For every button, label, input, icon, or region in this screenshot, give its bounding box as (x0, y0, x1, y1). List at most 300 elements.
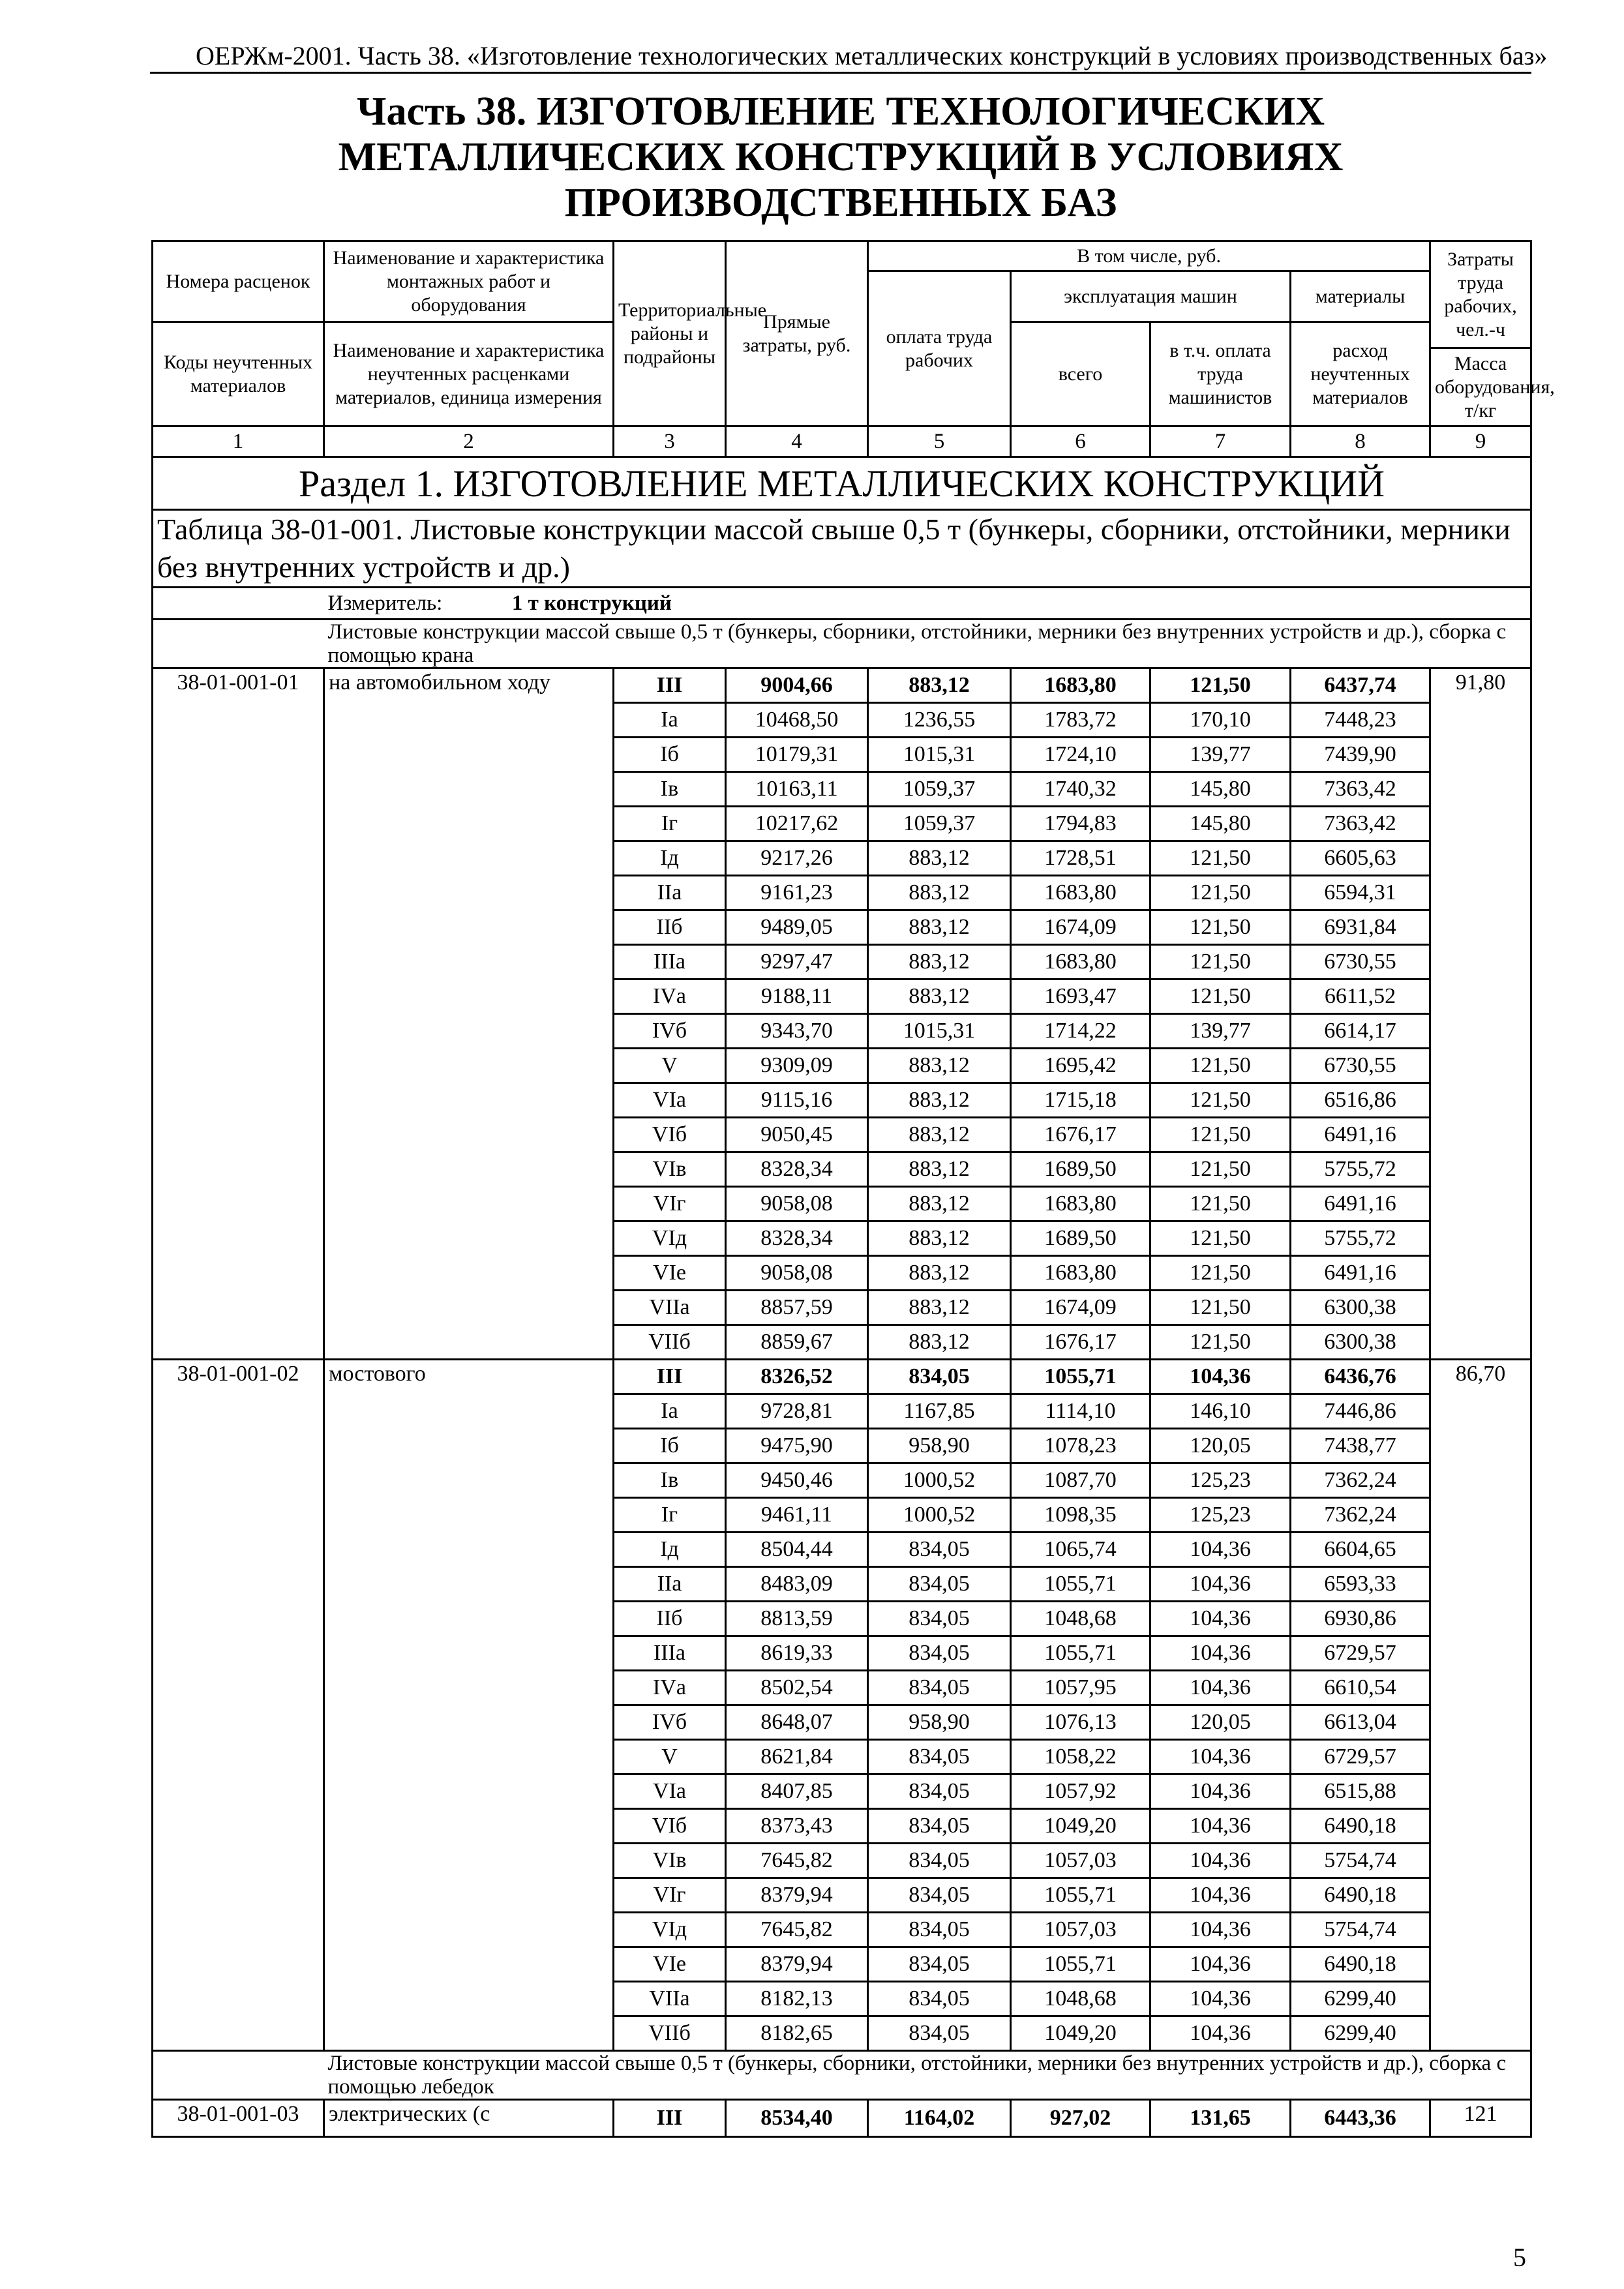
value-cell: 7363,42 (1291, 807, 1430, 841)
table-title: Таблица 38-01-001. Листовые конструкции массой свыше 0,5 т (бункеры, сборники, отстойники, мерники без внутренних устройств и др.) (153, 510, 1531, 588)
value-cell: 7363,42 (1291, 772, 1430, 807)
value-cell: 9188,11 (726, 980, 868, 1014)
value-cell: 883,12 (868, 1256, 1011, 1291)
value-cell: 9343,70 (726, 1014, 868, 1049)
region-cell: IVа (614, 1671, 726, 1705)
value-cell: 6490,18 (1291, 1809, 1430, 1844)
value-cell: 10217,62 (726, 807, 868, 841)
value-cell: 9058,08 (726, 1256, 868, 1291)
title-line-1: Часть 38. ИЗГОТОВЛЕНИЕ ТЕХНОЛОГИЧЕСКИХ (357, 89, 1325, 134)
value-cell: 5754,74 (1291, 1913, 1430, 1947)
column-numbers (153, 426, 1531, 457)
rate-code: 38-01-001-03 (153, 2100, 324, 2137)
value-cell: 1015,31 (868, 738, 1011, 772)
value-cell: 6605,63 (1291, 841, 1430, 876)
value-cell: 10179,31 (726, 738, 868, 772)
value-cell: 6730,55 (1291, 1049, 1430, 1083)
value-cell: 6610,54 (1291, 1671, 1430, 1705)
value-cell: 6300,38 (1291, 1291, 1430, 1325)
value-cell: 6931,84 (1291, 910, 1430, 945)
value-cell: 6490,18 (1291, 1878, 1430, 1913)
region-cell: Iд (614, 841, 726, 876)
region-cell: Iб (614, 1429, 726, 1463)
value-cell: 120,05 (1150, 1429, 1291, 1463)
region-cell: VIIа (614, 1982, 726, 2016)
region-cell: VIа (614, 1083, 726, 1118)
value-cell: 1674,09 (1011, 910, 1150, 945)
value-cell: 121,50 (1150, 668, 1291, 703)
value-cell: 883,12 (868, 980, 1011, 1014)
value-cell: 834,05 (868, 1947, 1011, 1982)
region-cell: IIб (614, 1602, 726, 1636)
region-cell: IVа (614, 980, 726, 1014)
value-cell: 104,36 (1150, 1844, 1291, 1878)
value-cell: 834,05 (868, 1636, 1011, 1671)
col2-top: Наименование и характеристика монтажных работ и оборудования (324, 241, 614, 322)
value-cell: 9297,47 (726, 945, 868, 980)
labor-hours: 86,70 (1430, 1360, 1531, 2051)
value-cell: 9115,16 (726, 1083, 868, 1118)
col1-top: Номера расценок (153, 241, 324, 322)
value-cell: 9728,81 (726, 1394, 868, 1429)
value-cell: 1715,18 (1011, 1083, 1150, 1118)
value-cell: 1676,17 (1011, 1118, 1150, 1152)
value-cell: 7362,24 (1291, 1463, 1430, 1498)
region-cell: Iг (614, 1498, 726, 1533)
value-cell: 6490,18 (1291, 1947, 1430, 1982)
value-cell: 834,05 (868, 1878, 1011, 1913)
value-cell: 8648,07 (726, 1705, 868, 1740)
value-cell: 834,05 (868, 1913, 1011, 1947)
work-name: электрических (с (324, 2100, 614, 2137)
value-cell: 7645,82 (726, 1844, 868, 1878)
value-cell: 834,05 (868, 1982, 1011, 2016)
value-cell: 121,50 (1150, 1325, 1291, 1360)
value-cell: 1065,74 (1011, 1533, 1150, 1567)
value-cell: 121,50 (1150, 1256, 1291, 1291)
col4-header: Прямые затраты, руб. (726, 241, 868, 426)
region-cell: VIе (614, 1947, 726, 1982)
value-cell: 8534,40 (726, 2100, 868, 2137)
value-cell: 9461,11 (726, 1498, 868, 1533)
value-cell: 6515,88 (1291, 1774, 1430, 1809)
value-cell: 1695,42 (1011, 1049, 1150, 1083)
col-num: 6 (1011, 426, 1150, 457)
part-title (150, 89, 1531, 226)
value-cell: 7448,23 (1291, 703, 1430, 738)
value-cell: 121,50 (1150, 1291, 1291, 1325)
value-cell: 1076,13 (1011, 1705, 1150, 1740)
mach-total-header: всего (1011, 322, 1150, 426)
value-cell: 834,05 (868, 1774, 1011, 1809)
value-cell: 1055,71 (1011, 1878, 1150, 1913)
value-cell: 7645,82 (726, 1913, 868, 1947)
value-cell: 1087,70 (1011, 1463, 1150, 1498)
value-cell: 8328,34 (726, 1221, 868, 1256)
value-cell: 8859,67 (726, 1325, 868, 1360)
value-cell: 121,50 (1150, 1152, 1291, 1187)
value-cell: 125,23 (1150, 1463, 1291, 1498)
value-cell: 1714,22 (1011, 1014, 1150, 1049)
group-title: Листовые конструкции массой свыше 0,5 т (бункеры, сборники, отстойники, мерники без внутренних устройств и др.), сборка с помощью крана (324, 620, 1531, 668)
value-cell: 9058,08 (726, 1187, 868, 1221)
value-cell: 8504,44 (726, 1533, 868, 1567)
value-cell: 8379,94 (726, 1947, 868, 1982)
value-cell: 121,50 (1150, 876, 1291, 910)
region-cell: IVб (614, 1014, 726, 1049)
value-cell: 8619,33 (726, 1636, 868, 1671)
value-cell: 1058,22 (1011, 1740, 1150, 1774)
value-cell: 104,36 (1150, 1982, 1291, 2016)
value-cell: 6593,33 (1291, 1567, 1430, 1602)
value-cell: 121,50 (1150, 1049, 1291, 1083)
region-cell: VIе (614, 1256, 726, 1291)
value-cell: 1015,31 (868, 1014, 1011, 1049)
col1-bottom: Коды неучтенных материалов (153, 322, 324, 426)
work-name: на автомобильном ходу (324, 668, 614, 1360)
value-cell: 1740,32 (1011, 772, 1150, 807)
title-line-3: ПРОИЗВОДСТВЕННЫХ БАЗ (564, 181, 1117, 225)
value-cell: 883,12 (868, 1221, 1011, 1256)
measure-value: 1 т конструкций (511, 591, 672, 615)
value-cell: 6299,40 (1291, 1982, 1430, 2016)
col9-bottom: Масса оборудования, т/кг (1430, 348, 1531, 426)
value-cell: 1055,71 (1011, 1947, 1150, 1982)
value-cell: 125,23 (1150, 1498, 1291, 1533)
value-cell: 104,36 (1150, 1671, 1291, 1705)
value-cell: 8621,84 (726, 1740, 868, 1774)
value-cell: 883,12 (868, 1118, 1011, 1152)
materials-header: материалы (1291, 271, 1430, 322)
page-number: 5 (1513, 2243, 1526, 2272)
value-cell: 1049,20 (1011, 1809, 1150, 1844)
value-cell: 883,12 (868, 876, 1011, 910)
value-cell: 120,05 (1150, 1705, 1291, 1740)
value-cell: 6516,86 (1291, 1083, 1430, 1118)
value-cell: 6730,55 (1291, 945, 1430, 980)
value-cell: 958,90 (868, 1705, 1011, 1740)
value-cell: 883,12 (868, 668, 1011, 703)
region-cell: V (614, 1049, 726, 1083)
value-cell: 6436,76 (1291, 1360, 1430, 1394)
value-cell: 6299,40 (1291, 2016, 1430, 2051)
measure-row (153, 588, 1531, 620)
mat-cost-header: расход неучтенных материалов (1291, 322, 1430, 426)
value-cell: 6491,16 (1291, 1118, 1430, 1152)
value-cell: 1057,92 (1011, 1774, 1150, 1809)
value-cell: 121,50 (1150, 945, 1291, 980)
value-cell: 834,05 (868, 1671, 1011, 1705)
value-cell: 1683,80 (1011, 876, 1150, 910)
value-cell: 6611,52 (1291, 980, 1430, 1014)
region-cell: Iа (614, 703, 726, 738)
value-cell: 1055,71 (1011, 1360, 1150, 1394)
value-cell: 10163,11 (726, 772, 868, 807)
value-cell: 1728,51 (1011, 841, 1150, 876)
value-cell: 121,50 (1150, 1083, 1291, 1118)
work-name: мостового (324, 1360, 614, 2051)
value-cell: 9309,09 (726, 1049, 868, 1083)
value-cell: 6443,36 (1291, 2100, 1430, 2137)
value-cell: 10468,50 (726, 703, 868, 738)
value-cell: 6729,57 (1291, 1740, 1430, 1774)
value-cell: 834,05 (868, 1533, 1011, 1567)
value-cell: 1059,37 (868, 772, 1011, 807)
region-cell: VIа (614, 1774, 726, 1809)
value-cell: 9004,66 (726, 668, 868, 703)
value-cell: 131,65 (1150, 2100, 1291, 2137)
value-cell: 1683,80 (1011, 1187, 1150, 1221)
value-cell: 883,12 (868, 910, 1011, 945)
value-cell: 1000,52 (868, 1463, 1011, 1498)
region-cell: V (614, 1740, 726, 1774)
value-cell: 834,05 (868, 1740, 1011, 1774)
value-cell: 1164,02 (868, 2100, 1011, 2137)
value-cell: 139,77 (1150, 1014, 1291, 1049)
machines-header: эксплуатация машин (1011, 271, 1291, 322)
group-row (153, 2051, 1531, 2100)
value-cell: 1683,80 (1011, 945, 1150, 980)
value-cell: 8502,54 (726, 1671, 868, 1705)
region-cell: VIIб (614, 1325, 726, 1360)
value-cell: 1057,95 (1011, 1671, 1150, 1705)
title-line-2: МЕТАЛЛИЧЕСКИХ КОНСТРУКЦИЙ В УСЛОВИЯХ (338, 135, 1344, 179)
region-cell: Iв (614, 772, 726, 807)
region-cell: IVб (614, 1705, 726, 1740)
value-cell: 8182,13 (726, 1982, 868, 2016)
value-cell: 8373,43 (726, 1809, 868, 1844)
region-cell: VIг (614, 1187, 726, 1221)
region-cell: Iб (614, 738, 726, 772)
value-cell: 9050,45 (726, 1118, 868, 1152)
value-cell: 6604,65 (1291, 1533, 1430, 1567)
value-cell: 8379,94 (726, 1878, 868, 1913)
value-cell: 104,36 (1150, 1567, 1291, 1602)
value-cell: 8326,52 (726, 1360, 868, 1394)
region-cell: III (614, 668, 726, 703)
value-cell: 104,36 (1150, 1809, 1291, 1844)
value-cell: 1055,71 (1011, 1636, 1150, 1671)
region-cell: VIд (614, 1913, 726, 1947)
value-cell: 5755,72 (1291, 1152, 1430, 1187)
region-cell: VIIа (614, 1291, 726, 1325)
value-cell: 104,36 (1150, 1602, 1291, 1636)
region-cell: IIб (614, 910, 726, 945)
table-header (153, 241, 1555, 457)
region-cell: IIIа (614, 945, 726, 980)
region-cell: VIд (614, 1221, 726, 1256)
table-body (153, 457, 1531, 2137)
value-cell: 1049,20 (1011, 2016, 1150, 2051)
region-cell: IIа (614, 1567, 726, 1602)
rate-code: 38-01-001-01 (153, 668, 324, 1360)
value-cell: 1674,09 (1011, 1291, 1150, 1325)
value-cell: 5754,74 (1291, 1844, 1430, 1878)
value-cell: 1048,68 (1011, 1602, 1150, 1636)
value-cell: 1078,23 (1011, 1429, 1150, 1463)
col-num: 1 (153, 426, 324, 457)
value-cell: 1114,10 (1011, 1394, 1150, 1429)
region-cell: VIг (614, 1878, 726, 1913)
value-cell: 834,05 (868, 1567, 1011, 1602)
group-spacer (153, 2051, 324, 2100)
value-cell: 1683,80 (1011, 1256, 1150, 1291)
value-cell: 170,10 (1150, 703, 1291, 738)
measure-label: Измеритель: (327, 591, 443, 615)
value-cell: 6491,16 (1291, 1187, 1430, 1221)
value-cell: 104,36 (1150, 2016, 1291, 2051)
region-cell: VIIб (614, 2016, 726, 2051)
value-cell: 1057,03 (1011, 1844, 1150, 1878)
value-cell: 6614,17 (1291, 1014, 1430, 1049)
value-cell: 145,80 (1150, 807, 1291, 841)
value-cell: 883,12 (868, 1325, 1011, 1360)
value-cell: 9475,90 (726, 1429, 868, 1463)
region-cell: VIв (614, 1844, 726, 1878)
value-cell: 1676,17 (1011, 1325, 1150, 1360)
rates-table (151, 240, 1555, 2138)
labor-hours: 121 (1430, 2100, 1531, 2137)
value-cell: 834,05 (868, 1602, 1011, 1636)
value-cell: 7439,90 (1291, 738, 1430, 772)
col9-top: Затраты труда рабочих, чел.-ч (1430, 241, 1531, 348)
value-cell: 1167,85 (868, 1394, 1011, 1429)
value-cell: 8857,59 (726, 1291, 868, 1325)
value-cell: 1055,71 (1011, 1567, 1150, 1602)
value-cell: 145,80 (1150, 772, 1291, 807)
value-cell: 121,50 (1150, 1221, 1291, 1256)
value-cell: 8182,65 (726, 2016, 868, 2051)
value-cell: 883,12 (868, 1049, 1011, 1083)
value-cell: 121,50 (1150, 1118, 1291, 1152)
value-cell: 104,36 (1150, 1533, 1291, 1567)
value-cell: 1057,03 (1011, 1913, 1150, 1947)
mach-labor-header: в т.ч. оплата труда машинистов (1150, 322, 1291, 426)
value-cell: 9489,05 (726, 910, 868, 945)
value-cell: 1000,52 (868, 1498, 1011, 1533)
group-row (153, 620, 1531, 668)
value-cell: 8483,09 (726, 1567, 868, 1602)
value-cell: 121,50 (1150, 980, 1291, 1014)
rate-code: 38-01-001-02 (153, 1360, 324, 2051)
region-cell: VIб (614, 1118, 726, 1152)
value-cell: 834,05 (868, 1809, 1011, 1844)
labor-hours: 91,80 (1430, 668, 1531, 1360)
col-num: 2 (324, 426, 614, 457)
value-cell: 1236,55 (868, 703, 1011, 738)
region-cell: III (614, 1360, 726, 1394)
region-cell: IIIа (614, 1636, 726, 1671)
col2-bottom: Наименование и характеристика неучтенных расценками материалов, единица измерения (324, 322, 614, 426)
value-cell: 9217,26 (726, 841, 868, 876)
value-cell: 7446,86 (1291, 1394, 1430, 1429)
col-num: 5 (868, 426, 1011, 457)
value-cell: 1693,47 (1011, 980, 1150, 1014)
region-cell: Iв (614, 1463, 726, 1498)
value-cell: 6300,38 (1291, 1325, 1430, 1360)
value-cell: 6613,04 (1291, 1705, 1430, 1740)
value-cell: 883,12 (868, 1152, 1011, 1187)
value-cell: 5755,72 (1291, 1221, 1430, 1256)
value-cell: 104,36 (1150, 1947, 1291, 1982)
value-cell: 883,12 (868, 1187, 1011, 1221)
value-cell: 1794,83 (1011, 807, 1150, 841)
value-cell: 1048,68 (1011, 1982, 1150, 2016)
group-title: Листовые конструкции массой свыше 0,5 т (бункеры, сборники, отстойники, мерники без внутренних устройств и др.), сборка с помощью лебедок (324, 2051, 1531, 2100)
value-cell: 104,36 (1150, 1740, 1291, 1774)
labor-header: оплата труда рабочих (868, 271, 1011, 426)
value-cell: 1098,35 (1011, 1498, 1150, 1533)
value-cell: 6594,31 (1291, 876, 1430, 910)
value-cell: 958,90 (868, 1429, 1011, 1463)
value-cell: 1783,72 (1011, 703, 1150, 738)
value-cell: 883,12 (868, 945, 1011, 980)
col-num: 9 (1430, 426, 1531, 457)
table-row (153, 2100, 1531, 2137)
value-cell: 104,36 (1150, 1636, 1291, 1671)
incl-header: В том числе, руб. (868, 241, 1430, 271)
region-cell: VIб (614, 1809, 726, 1844)
value-cell: 8328,34 (726, 1152, 868, 1187)
value-cell: 104,36 (1150, 1913, 1291, 1947)
col-num: 8 (1291, 426, 1430, 457)
value-cell: 121,50 (1150, 1187, 1291, 1221)
value-cell: 927,02 (1011, 2100, 1150, 2137)
col-num: 4 (726, 426, 868, 457)
value-cell: 121,50 (1150, 841, 1291, 876)
value-cell: 834,05 (868, 2016, 1011, 2051)
value-cell: 6437,74 (1291, 668, 1430, 703)
value-cell: 146,10 (1150, 1394, 1291, 1429)
value-cell: 883,12 (868, 1083, 1011, 1118)
value-cell: 1689,50 (1011, 1152, 1150, 1187)
value-cell: 8813,59 (726, 1602, 868, 1636)
value-cell: 7438,77 (1291, 1429, 1430, 1463)
region-cell: VIв (614, 1152, 726, 1187)
value-cell: 7362,24 (1291, 1498, 1430, 1533)
value-cell: 9161,23 (726, 876, 868, 910)
region-cell: Iг (614, 807, 726, 841)
value-cell: 104,36 (1150, 1360, 1291, 1394)
value-cell: 6729,57 (1291, 1636, 1430, 1671)
value-cell: 121,50 (1150, 910, 1291, 945)
value-cell: 883,12 (868, 1291, 1011, 1325)
region-cell: IIа (614, 876, 726, 910)
header-rule (150, 72, 1531, 74)
col3-header: Территориальные районы и подрайоны (614, 241, 726, 426)
value-cell: 6930,86 (1291, 1602, 1430, 1636)
col-num: 3 (614, 426, 726, 457)
region-cell: Iд (614, 1533, 726, 1567)
col-num: 7 (1150, 426, 1291, 457)
value-cell: 1689,50 (1011, 1221, 1150, 1256)
table-row (153, 668, 1531, 703)
value-cell: 104,36 (1150, 1878, 1291, 1913)
value-cell: 1683,80 (1011, 668, 1150, 703)
value-cell: 834,05 (868, 1360, 1011, 1394)
table-row (153, 1360, 1531, 1394)
value-cell: 883,12 (868, 841, 1011, 876)
region-cell: III (614, 2100, 726, 2137)
value-cell: 6491,16 (1291, 1256, 1430, 1291)
value-cell: 834,05 (868, 1844, 1011, 1878)
value-cell: 139,77 (1150, 738, 1291, 772)
region-cell: Iа (614, 1394, 726, 1429)
value-cell: 1059,37 (868, 807, 1011, 841)
value-cell: 1724,10 (1011, 738, 1150, 772)
section-title: Раздел 1. ИЗГОТОВЛЕНИЕ МЕТАЛЛИЧЕСКИХ КОНСТРУКЦИЙ (153, 457, 1531, 510)
value-cell: 8407,85 (726, 1774, 868, 1809)
